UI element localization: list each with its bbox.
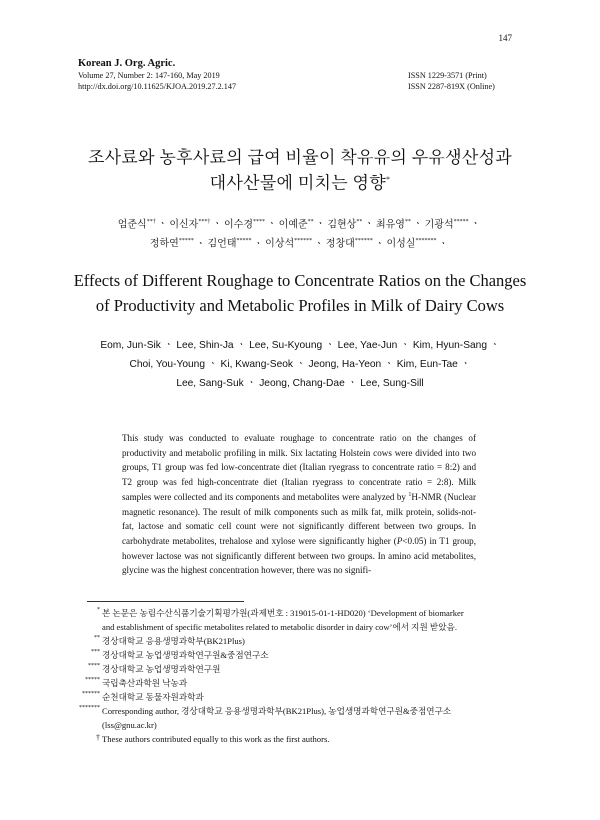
author-name: 이수경 — [224, 219, 253, 231]
english-title — [30, 268, 570, 318]
footnotes — [70, 606, 530, 746]
author-affiliation-mark: **† — [146, 219, 156, 225]
author-name: 이신자 — [169, 219, 199, 231]
author-affiliation-mark: ***** — [236, 238, 252, 245]
korean-authors-line1 — [40, 214, 560, 233]
korean-title-line1: 조사료와 농후사료의 급여 비율이 착유유의 우유생산성과 — [87, 148, 513, 167]
author-separator: ㆍ — [157, 219, 168, 231]
korean-authors — [40, 214, 560, 253]
author-separator: ㆍ — [195, 238, 206, 250]
issn-online: ISSN 2287-819X (Online) — [408, 82, 495, 91]
author-affiliation-mark: ** — [404, 219, 411, 225]
author-name: 최유영 — [375, 219, 405, 231]
author-affiliation-mark: ******* — [415, 238, 437, 245]
english-authors-line3: Lee, Sang-Suk ㆍ Jeong, Chang-Dae ㆍ Lee, Sung-Sill — [176, 378, 424, 389]
author-separator: ㆍ — [364, 219, 374, 231]
author-name: 이성실 — [386, 238, 416, 250]
korean-title-line2: 대사산물에 미치는 영향 — [209, 173, 386, 193]
author-separator: ㆍ — [212, 219, 223, 231]
author-affiliation-mark: ***† — [198, 219, 211, 225]
author-separator: ㆍ — [314, 238, 324, 250]
author-name: 이예준 — [278, 219, 308, 231]
footnote — [70, 718, 530, 732]
page-number: 147 — [498, 33, 512, 43]
korean-title — [40, 147, 560, 195]
author-affiliation-mark: ****** — [354, 238, 373, 245]
author-separator: ㆍ — [412, 219, 423, 231]
doi-link[interactable]: http://dx.doi.org/10.11625/KJOA.2019.27.2.147 — [78, 82, 237, 91]
footnote-divider — [87, 601, 244, 602]
author-separator: ㆍ — [374, 238, 385, 250]
issn-print: ISSN 1229-3571 (Print) — [408, 71, 487, 80]
author-affiliation-mark: ** — [356, 219, 363, 225]
author-name: 김현상 — [327, 219, 357, 231]
journal-header — [78, 57, 518, 92]
author-affiliation-mark: ***** — [178, 238, 194, 245]
footnote: * 본 논문은 농림수산식품기술기획평가원(과제번호 : 319015-01-1-HD020) ‘Development of biomarker — [97, 607, 464, 618]
author-affiliation-mark: **** — [253, 219, 265, 225]
author-separator: ㆍ — [470, 219, 481, 231]
footnote: and establishment of specific metabolites related to metabolic disorder in dairy cow’에서 지원 받았음. — [102, 622, 457, 632]
volume-line: Volume 27, Number 2: 147-160, May 2019 — [78, 71, 220, 80]
english-title-line2: of Productivity and Metabolic Profiles in Milk of Dairy Cows — [95, 296, 505, 315]
english-authors-line1: Eom, Jun-Sik ㆍ Lee, Shin-Ja ㆍ Lee, Su-Kyoung ㆍ Lee, Yae-Jun ㆍ Kim, Hyun-Sang ㆍ — [100, 340, 500, 351]
author-affiliation-mark: ****** — [294, 238, 313, 245]
english-authors-line2: Choi, You-Young ㆍ Ki, Kwang-Seok ㆍ Jeong, Ha-Yeon ㆍ Kim, Eun-Tae ㆍ — [129, 359, 471, 370]
author-name: 이상석 — [265, 238, 295, 250]
english-authors — [30, 336, 570, 393]
author-name: 정하연 — [149, 238, 179, 250]
footnote: **** 경상대학교 농업생명과학연구원 — [88, 663, 221, 674]
author-name: 기광석 — [424, 219, 454, 231]
author-separator: ㆍ — [253, 238, 264, 250]
footnote: ** 경상대학교 응용생명과학부(BK21Plus) — [94, 635, 245, 646]
footnote: *** 경상대학교 농업생명과학연구원&중점연구소 — [91, 649, 269, 660]
title-footnote-mark: * — [386, 175, 391, 184]
english-title-line1: Effects of Different Roughage to Concentrate Ratios on the Changes — [73, 271, 527, 290]
footnote: ****** 순천대학교 동물자원과학과 — [82, 691, 204, 702]
author-separator: ㆍ — [315, 219, 326, 231]
author-name: 정창대 — [325, 238, 355, 250]
korean-authors-line2 — [40, 233, 560, 252]
author-affiliation-mark: ** — [307, 219, 314, 225]
author-affiliation-mark: ***** — [453, 219, 469, 225]
abstract: This study was conducted to evaluate roughage to concentrate ratio on the changes of productivity and metabolic profiling in milk. Six lactating Holstein cows were divided into two groups, T1 group was fed low-concentrate diet (Italian ryegrass to concentrate ratio = 8:2) and T2 group was fed high-concentrate diet (Italian ryegrass to concentrate ratio = 2:8). Milk samples were collected and its components and metabolites were analyzed by $^1$H-NMR (Nuclear magnetic resonance). The result of milk components such as milk fat, milk protein, solids-not-fat, lactose and somatic cell count were not significantly different between two groups. In carbohydrate metabolites, trehalose and xylose were significantly higher (P<0.05) in T1 group, however lactose was not significantly different between two groups. In amino acid metabolites, glycine was the highest concentration however, there was no signifi- — [122, 433, 476, 576]
footnote: † These authors contributed equally to this work as the first authors. — [96, 733, 330, 744]
author-separator: ㆍ — [438, 238, 449, 250]
author-name: 김언태 — [207, 238, 237, 250]
author-separator: ㆍ — [267, 219, 277, 231]
footnote: ******* Corresponding author, 경상대학교 응용생명과학부(BK21Plus), 농업생명과학연구원&중점연구소 — [79, 705, 452, 716]
journal-name: Korean J. Org. Agric. — [78, 58, 176, 69]
footnote: ***** 국립축산과학원 낙농과 — [85, 677, 188, 688]
corresponding-email[interactable]: (lss@gnu.ac.kr) — [102, 720, 157, 730]
author-name: 엄준식 — [117, 219, 147, 231]
